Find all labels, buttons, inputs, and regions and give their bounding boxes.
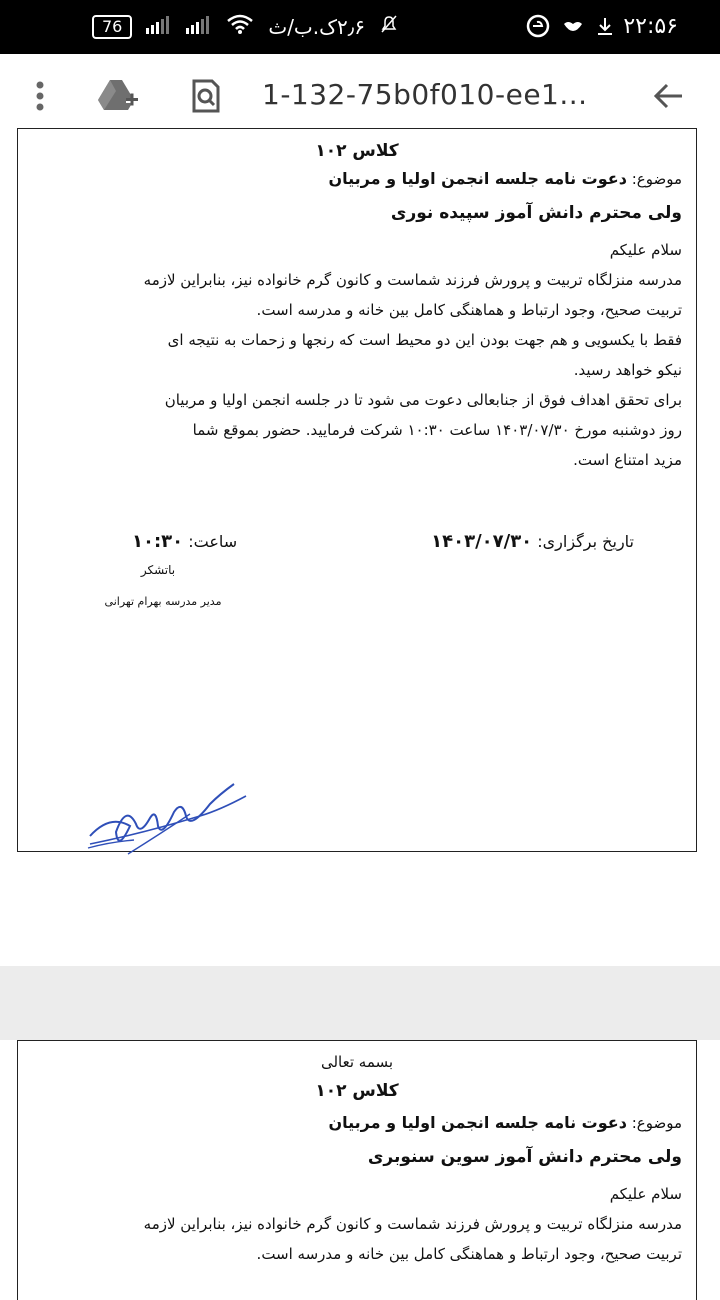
back-button[interactable]	[644, 72, 692, 120]
salutation: ولی محترم دانش آموز سوین سنوبری	[367, 1147, 682, 1167]
thanks-text: باتشکر	[140, 563, 176, 577]
app-bird-icon	[562, 16, 584, 40]
date-value: ۱۴۰۳/۰۷/۳۰	[431, 531, 533, 552]
bismillah: بسمه تعالی	[320, 1053, 394, 1071]
time-value: ۱۰:۳۰	[132, 531, 184, 552]
body-line: نیکو خواهد رسید.	[573, 361, 682, 379]
document-title: 1-132-75b0f010-ee1...	[262, 78, 588, 111]
document-viewer[interactable]	[0, 138, 720, 1280]
body-line: تربیت صحیح، وجود ارتباط و هماهنگی کامل بین خانه و مدرسه است.	[256, 301, 682, 319]
network-speed: ۲٫۶ک.ب/ث	[268, 14, 365, 39]
document-page-2	[17, 1040, 697, 1300]
body-line: روز دوشنبه مورخ ۱۴۰۳/۰۷/۳۰ ساعت ۱۰:۳۰ شرکت فرمایید. حضور بموقع شما	[192, 421, 682, 439]
mute-bell-icon	[379, 14, 399, 39]
signal-icon	[146, 15, 172, 39]
battery-indicator: 76	[92, 15, 132, 39]
wifi-icon	[226, 14, 254, 39]
class-title: کلاس ۱۰۲	[315, 141, 399, 161]
find-in-page-icon	[190, 79, 222, 113]
download-icon	[596, 16, 614, 40]
body-line: مدرسه منزلگاه تربیت و پرورش فرزند شماست و کانون گرم خانواده نیز، بنابراین لازمه	[143, 1215, 682, 1233]
signal-icon-2	[186, 15, 212, 39]
find-in-doc-button[interactable]	[182, 72, 230, 120]
subject-label: موضوع:	[631, 170, 682, 188]
salutation: ولی محترم دانش آموز سپیده نوری	[390, 203, 682, 223]
body-line: مزید امتناع است.	[573, 451, 682, 469]
more-options-button[interactable]	[16, 72, 64, 120]
arrow-back-icon	[652, 83, 684, 109]
greeting: سلام علیکم	[609, 1185, 682, 1203]
time-label: ساعت:	[188, 532, 238, 551]
subject-line	[18, 1113, 696, 1132]
app-e-icon	[526, 14, 550, 42]
subject-text: دعوت نامه جلسه انجمن اولیا و مربیان	[328, 1113, 627, 1132]
drive-add-icon	[96, 78, 140, 114]
body-line: برای تحقق اهداف فوق از جنابعالی دعوت می شود تا در جلسه انجمن اولیا و مربیان	[164, 391, 682, 409]
body-line: فقط با یکسویی و هم جهت بودن این دو محیط است که رنجها و زحمات به نتیجه ای	[167, 331, 682, 349]
add-to-drive-button[interactable]	[94, 72, 142, 120]
principal-name: مدیر مدرسه بهرام تهرانی	[104, 595, 222, 608]
clock: ۲۲:۵۶	[623, 14, 678, 39]
more-vert-icon	[35, 81, 45, 111]
app-toolbar	[0, 54, 720, 139]
meeting-date	[431, 531, 634, 552]
class-title: کلاس ۱۰۲	[315, 1081, 399, 1101]
body-line: تربیت صحیح، وجود ارتباط و هماهنگی کامل بین خانه و مدرسه است.	[256, 1245, 682, 1263]
body-line: مدرسه منزلگاه تربیت و پرورش فرزند شماست و کانون گرم خانواده نیز، بنابراین لازمه	[143, 271, 682, 289]
page-separator	[0, 966, 720, 1040]
status-left-group	[92, 14, 399, 39]
date-label: تاریخ برگزاری:	[537, 532, 634, 551]
subject-line	[18, 169, 696, 188]
principal-signature	[70, 774, 250, 874]
meeting-time	[132, 531, 237, 552]
subject-text: دعوت نامه جلسه انجمن اولیا و مربیان	[328, 169, 627, 188]
subject-label: موضوع:	[631, 1114, 682, 1132]
greeting: سلام علیکم	[609, 241, 682, 259]
status-bar	[0, 0, 720, 54]
document-page-1	[17, 128, 697, 852]
